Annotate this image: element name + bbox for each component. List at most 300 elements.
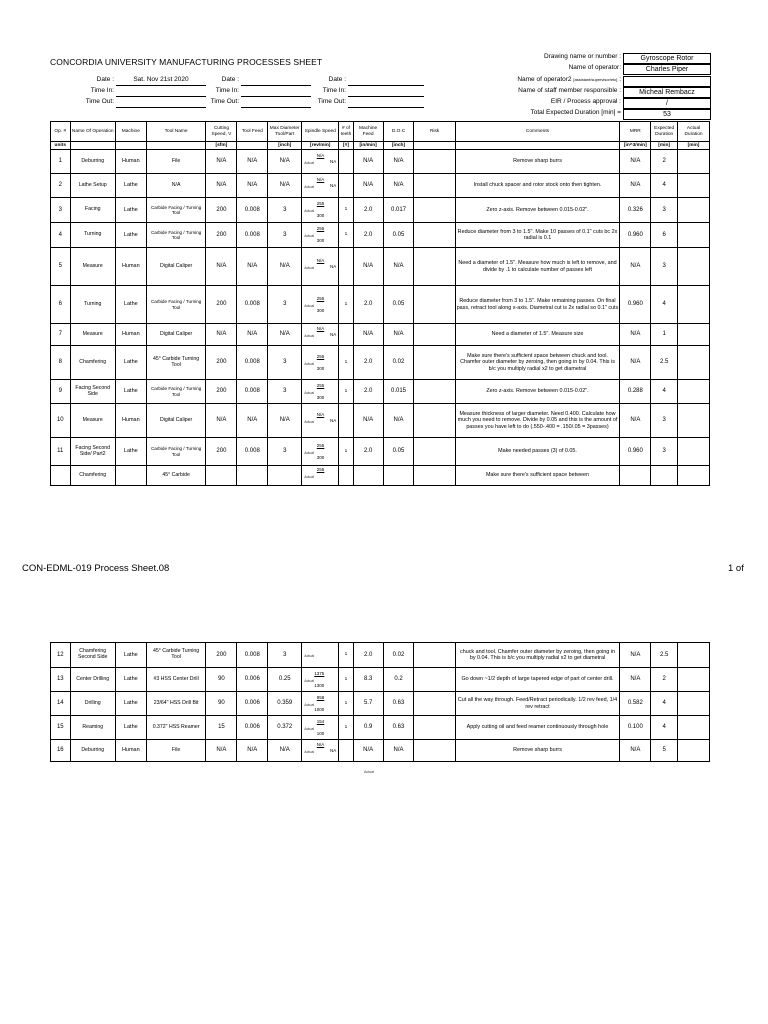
operation-name: Facing Second Side/ Part2 <box>70 438 115 466</box>
spindle-speed-actual: 1000 <box>314 706 325 712</box>
operation-name: Facing <box>70 198 115 223</box>
drawing-field[interactable]: Gyroscope Rotor <box>623 53 711 64</box>
tool-feed: 0.006 <box>237 668 268 692</box>
risk-cell[interactable] <box>414 174 455 198</box>
tool-feed: 0.006 <box>237 716 268 740</box>
expected-duration: 2.5 <box>651 346 678 380</box>
table-row <box>51 438 710 466</box>
expected-duration: 5 <box>651 740 678 762</box>
risk-cell[interactable] <box>414 404 455 438</box>
spindle-speed-actual: 300 <box>316 394 325 400</box>
actual-duration-cell[interactable] <box>678 380 710 404</box>
tool-name: 0.372" HSS Reamer <box>146 716 206 740</box>
spindle-actual-label: Actual <box>304 749 315 754</box>
op-number: 16 <box>51 740 71 762</box>
mrr: N/A <box>620 174 651 198</box>
total-duration-label: Total Expected Duration [min] = <box>530 109 621 116</box>
tool-feed: 0.008 <box>237 346 268 380</box>
teeth-count: 1 <box>339 716 353 740</box>
operation-name: Turning <box>70 223 115 248</box>
spindle-speed-cell[interactable] <box>302 174 339 198</box>
expected-duration <box>651 466 678 486</box>
expected-duration: 2 <box>651 150 678 174</box>
operation-name: Measure <box>70 324 115 346</box>
column-header-depth-of-cut: D.O.C <box>383 122 414 142</box>
op-number: 1 <box>51 150 71 174</box>
spindle-speed-actual: 300 <box>316 307 325 313</box>
tool-name: File <box>146 150 206 174</box>
mrr: N/A <box>620 248 651 286</box>
operation-name: Chamfering Second Side <box>70 643 115 668</box>
spindle-speed-cell[interactable] <box>302 324 339 346</box>
operation-name: Deburring <box>70 740 115 762</box>
spindle-actual-label: Actual <box>304 654 315 658</box>
column-header-operation-name: Name Of Operation <box>70 122 115 142</box>
max-diameter: N/A <box>268 150 302 174</box>
actual-duration-cell[interactable] <box>678 248 710 286</box>
comments: Make needed passes (3) of 0.05. <box>455 438 620 466</box>
comments: Go down ~1/2 depth of large tapered edge of part of center drill. <box>455 668 620 692</box>
machine-feed: 2.0 <box>353 643 383 668</box>
footer-doc-id: CON-EDML-019 Process Sheet.08 <box>22 563 170 574</box>
tool-feed <box>237 466 268 486</box>
mrr: N/A <box>620 324 651 346</box>
expected-duration: 4 <box>651 692 678 716</box>
cutting-speed: N/A <box>206 174 237 198</box>
tool-name: Carbide Facing / Turning Tool <box>146 198 206 223</box>
machine: Lathe <box>115 286 146 324</box>
table-row <box>51 716 710 740</box>
depth-of-cut: N/A <box>383 248 414 286</box>
machine: Human <box>115 740 146 762</box>
spindle-speed-block <box>302 668 338 691</box>
column-header-tool-name: Tool Name <box>146 122 206 142</box>
mrr: N/A <box>620 404 651 438</box>
staff-field[interactable]: Micheal Rembacz <box>623 87 711 98</box>
spindle-speed-block <box>302 438 338 465</box>
machine: Lathe <box>115 438 146 466</box>
drawing-label: Drawing name or number : <box>544 53 621 60</box>
depth-of-cut: 0.63 <box>383 692 414 716</box>
eir-field[interactable]: / <box>623 98 711 109</box>
depth-of-cut: 0.05 <box>383 286 414 324</box>
risk-cell[interactable] <box>414 668 455 692</box>
mrr: 0.326 <box>620 198 651 223</box>
comments: Need a diameter of 1.5". Measure how much is left to remove, and divide by .1 to calculate number of passes left <box>455 248 620 286</box>
expected-duration: 6 <box>651 223 678 248</box>
table-row <box>51 692 710 716</box>
actual-duration-cell[interactable] <box>678 346 710 380</box>
date-label: Date : <box>96 76 114 83</box>
cutting-speed: 200 <box>206 346 237 380</box>
depth-of-cut: 0.017 <box>383 198 414 223</box>
machine: Lathe <box>115 174 146 198</box>
spindle-speed-calc: 255 <box>316 226 325 231</box>
tool-name: 45° Carbide <box>146 466 206 486</box>
tool-feed: N/A <box>237 174 268 198</box>
machine: Lathe <box>115 716 146 740</box>
spindle-speed-block <box>302 404 338 437</box>
unit-machine <box>115 142 146 150</box>
operation-name: Chamfering <box>70 346 115 380</box>
date3-label: Date : <box>328 76 346 83</box>
spindle-actual-label: Actual <box>304 160 315 165</box>
teeth-count <box>339 740 353 762</box>
risk-cell[interactable] <box>414 198 455 223</box>
cutting-speed: N/A <box>206 248 237 286</box>
header-row <box>51 122 710 142</box>
spindle-actual-label: Actual <box>304 303 315 308</box>
op-number <box>51 466 71 486</box>
tool-feed: 0.008 <box>237 643 268 668</box>
cutting-speed: N/A <box>206 740 237 762</box>
spindle-speed-cell[interactable] <box>302 716 339 740</box>
comments: Make sure there's sufficient space between <box>455 466 620 486</box>
machine: Human <box>115 324 146 346</box>
expected-duration: 3 <box>651 404 678 438</box>
comments: Measure thickness of larger diameter. Need 0.400. Calculate how much you need to remove. Divide by 0.05 and this is the amount of passes you have left to do (.550-.400 = .150/.05 = 3passes) <box>455 404 620 438</box>
op-number: 9 <box>51 380 71 404</box>
spindle-speed-block <box>302 346 338 379</box>
operation-name: Facing Second Side <box>70 380 115 404</box>
tool-name: 45° Carbide Turning Tool <box>146 643 206 668</box>
actual-duration-cell[interactable] <box>678 466 710 486</box>
spindle-speed-cell[interactable] <box>302 380 339 404</box>
machine: Lathe <box>115 380 146 404</box>
risk-cell[interactable] <box>414 223 455 248</box>
machine-feed: 2.0 <box>353 198 383 223</box>
machine-feed: N/A <box>353 150 383 174</box>
tool-feed: N/A <box>237 324 268 346</box>
mrr: 0.288 <box>620 380 651 404</box>
tool-feed: N/A <box>237 248 268 286</box>
mrr: N/A <box>620 740 651 762</box>
op-number: 8 <box>51 346 71 380</box>
spindle-actual-label: Actual <box>304 726 315 731</box>
depth-of-cut: N/A <box>383 324 414 346</box>
max-diameter: 3 <box>268 198 302 223</box>
spindle-speed-block <box>302 380 338 403</box>
table-row <box>51 643 710 668</box>
teeth-count: 1 <box>339 346 353 380</box>
machine-feed: 2.0 <box>353 380 383 404</box>
actual-duration-cell[interactable] <box>678 174 710 198</box>
spindle-speed-cell[interactable] <box>302 438 339 466</box>
spindle-actual-label: Actual <box>304 209 315 213</box>
spindle-speed-cell[interactable] <box>302 286 339 324</box>
operation-name: Chamfering <box>70 466 115 486</box>
unit-tool-feed <box>237 142 268 150</box>
table-row <box>51 740 710 762</box>
spindle-speed-block <box>302 740 338 761</box>
risk-cell[interactable] <box>414 248 455 286</box>
risk-cell[interactable] <box>414 380 455 404</box>
expected-duration: 4 <box>651 380 678 404</box>
comments: Install chuck spacer and rotor stock onto then tighten. <box>455 174 620 198</box>
depth-of-cut: 0.02 <box>383 346 414 380</box>
op-number: 7 <box>51 324 71 346</box>
expected-duration: 4 <box>651 286 678 324</box>
risk-cell[interactable] <box>414 692 455 716</box>
table-row <box>51 248 710 286</box>
machine: Human <box>115 248 146 286</box>
cutting-speed: 90 <box>206 692 237 716</box>
spindle-speed-cell[interactable] <box>302 466 339 486</box>
risk-cell[interactable] <box>414 716 455 740</box>
spindle-speed-actual: 100 <box>316 730 325 736</box>
risk-cell[interactable] <box>414 286 455 324</box>
table-row <box>51 198 710 223</box>
cutting-speed: 200 <box>206 286 237 324</box>
depth-of-cut: 0.05 <box>383 223 414 248</box>
actual-duration-cell[interactable] <box>678 692 710 716</box>
column-header-expected-duration: Expected Duration <box>651 122 678 142</box>
machine-feed <box>353 466 383 486</box>
machine: Human <box>115 404 146 438</box>
table-row <box>51 380 710 404</box>
comments: Need a diameter of 1.5". Measure size <box>455 324 620 346</box>
table-row <box>51 324 710 346</box>
tool-feed: 0.008 <box>237 198 268 223</box>
cutting-speed: 200 <box>206 198 237 223</box>
comments: Make sure there's sufficient space between chuck and tool. Chamfer outer diameter by zeroing, then going in by 0.04. This is b/c you multiply radial x2 to get diametral <box>455 346 620 380</box>
op-number: 4 <box>51 223 71 248</box>
tool-name: Digital Caliper <box>146 248 206 286</box>
spindle-na: NA <box>330 331 337 337</box>
cutting-speed: 90 <box>206 668 237 692</box>
operator2-label: Name of operator2 [assistant/supervisor/etc] : <box>517 76 621 83</box>
depth-of-cut: N/A <box>383 404 414 438</box>
max-diameter: 0.359 <box>268 692 302 716</box>
machine: Human <box>115 150 146 174</box>
op-number: 5 <box>51 248 71 286</box>
spindle-speed-cell[interactable] <box>302 248 339 286</box>
time-in2-label: Time In: <box>215 87 239 94</box>
comments: Reduce diameter from 3 to 1.5". Make 10 passes of 0.1" cuts bc 2x radial is 0.1 <box>455 223 620 248</box>
actual-duration-cell[interactable] <box>678 740 710 762</box>
spindle-speed-cell[interactable] <box>302 223 339 248</box>
machine: Lathe <box>115 198 146 223</box>
sheet-title: CONCORDIA UNIVERSITY MANUFACTURING PROCESSES SHEET <box>50 57 323 67</box>
expected-duration: 1 <box>651 324 678 346</box>
spindle-actual-label: Actual <box>304 333 315 338</box>
spindle-na: NA <box>330 417 337 423</box>
mrr: 0.582 <box>620 692 651 716</box>
operation-name: Reaming <box>70 716 115 740</box>
cutting-speed: N/A <box>206 404 237 438</box>
tool-feed: 0.006 <box>237 692 268 716</box>
cutting-speed: 200 <box>206 438 237 466</box>
spindle-speed-cell[interactable] <box>302 404 339 438</box>
max-diameter: N/A <box>268 740 302 762</box>
op-number: 15 <box>51 716 71 740</box>
cutting-speed: N/A <box>206 150 237 174</box>
comments: Apply cutting oil and feed reamer continuously through hole <box>455 716 620 740</box>
spindle-speed-cell[interactable] <box>302 668 339 692</box>
op-number: 10 <box>51 404 71 438</box>
expected-duration: 2 <box>651 668 678 692</box>
risk-cell[interactable] <box>414 324 455 346</box>
spindle-speed-block <box>302 324 338 345</box>
max-diameter: 0.372 <box>268 716 302 740</box>
op-number: 12 <box>51 643 71 668</box>
machine-feed: N/A <box>353 324 383 346</box>
machine-feed: N/A <box>353 174 383 198</box>
expected-duration: 3 <box>651 438 678 466</box>
unit-expected-duration: [min] <box>651 142 678 150</box>
tool-name: #3 HSS Center Drill <box>146 668 206 692</box>
spindle-speed-cell[interactable] <box>302 740 339 762</box>
unit-comments <box>455 142 620 150</box>
actual-duration-cell[interactable] <box>678 668 710 692</box>
spindle-speed-block <box>302 692 338 715</box>
tool-name: 45° Carbide Turning Tool <box>146 346 206 380</box>
mrr: 0.960 <box>620 286 651 324</box>
spindle-speed-block <box>302 716 338 739</box>
teeth-count: 1 <box>339 286 353 324</box>
spindle-speed-calc: N/A <box>316 257 325 263</box>
mrr <box>620 466 651 486</box>
actual-duration-cell[interactable] <box>678 438 710 466</box>
actual-duration-cell[interactable] <box>678 404 710 438</box>
mrr: 0.960 <box>620 438 651 466</box>
spindle-speed-cell[interactable] <box>302 692 339 716</box>
cutting-speed <box>206 466 237 486</box>
spindle-actual-label: Actual <box>304 361 315 366</box>
cutting-speed: N/A <box>206 324 237 346</box>
expected-duration: 4 <box>651 174 678 198</box>
spindle-speed-calc: N/A <box>316 741 325 747</box>
column-header-machine-feed: Machine Feed <box>353 122 383 142</box>
comments: Zero z-axis. Remove between 0.015-0.02". <box>455 380 620 404</box>
operation-name: Deburring <box>70 150 115 174</box>
unit-tool-name <box>146 142 206 150</box>
spindle-speed-calc: 255 <box>316 201 325 206</box>
spindle-speed-calc: 255 <box>316 466 325 472</box>
spindle-speed-block <box>302 248 338 285</box>
trailing-actual-label: Actual <box>364 770 374 774</box>
time-out-label: Time Out: <box>85 98 114 105</box>
machine: Lathe <box>115 692 146 716</box>
teeth-count: 1 <box>339 692 353 716</box>
spindle-actual-label: Actual <box>304 678 315 683</box>
spindle-speed-calc: 255 <box>316 442 325 448</box>
risk-cell[interactable] <box>414 466 455 486</box>
machine-feed: 0.9 <box>353 716 383 740</box>
spindle-actual-label: Actual <box>304 419 315 424</box>
actual-duration-cell[interactable] <box>678 324 710 346</box>
spindle-speed-block <box>302 643 338 667</box>
spindle-speed-block <box>302 466 338 485</box>
comments: Zero z-axis. Remove between 0.015-0.02". <box>455 198 620 223</box>
table-row <box>51 466 710 486</box>
tool-feed: N/A <box>237 740 268 762</box>
spindle-speed-actual: 300 <box>316 238 325 243</box>
risk-cell[interactable] <box>414 740 455 762</box>
spindle-speed-calc: 958 <box>316 694 325 700</box>
teeth-count: 1 <box>339 643 353 668</box>
operator-field[interactable]: Charles Piper <box>623 64 711 75</box>
cutting-speed: 200 <box>206 223 237 248</box>
operation-name: Drilling <box>70 692 115 716</box>
risk-cell[interactable] <box>414 438 455 466</box>
process-table-page2 <box>50 642 710 762</box>
date-value: Sat. Nov 21st 2020 <box>133 76 189 83</box>
unit-risk <box>414 142 455 150</box>
unit-depth-of-cut: [inch] <box>383 142 414 150</box>
spindle-speed-cell[interactable] <box>302 198 339 223</box>
actual-duration-cell[interactable] <box>678 286 710 324</box>
comments: Remove sharp burrs <box>455 740 620 762</box>
max-diameter: 3 <box>268 438 302 466</box>
spindle-speed-cell[interactable] <box>302 643 339 668</box>
op-number: 2 <box>51 174 71 198</box>
spindle-speed-actual: 300 <box>316 454 325 460</box>
spindle-actual-label: Actual <box>304 450 315 455</box>
machine-feed: N/A <box>353 404 383 438</box>
operation-name: Center Drilling <box>70 668 115 692</box>
risk-cell[interactable] <box>414 150 455 174</box>
teeth-count <box>339 466 353 486</box>
actual-duration-cell[interactable] <box>678 198 710 223</box>
spindle-speed-cell[interactable] <box>302 346 339 380</box>
teeth-count <box>339 248 353 286</box>
eir-label: EIR / Process approval : <box>550 98 621 105</box>
machine-feed: N/A <box>353 740 383 762</box>
actual-duration-cell[interactable] <box>678 223 710 248</box>
actual-duration-cell[interactable] <box>678 150 710 174</box>
operator-label: Name of operator: <box>568 64 621 71</box>
spindle-speed-cell[interactable] <box>302 150 339 174</box>
actual-duration-cell[interactable] <box>678 716 710 740</box>
spindle-speed-actual: 300 <box>316 213 325 218</box>
teeth-count <box>339 404 353 438</box>
column-header-risk: Risk <box>414 122 455 142</box>
tool-name: Carbide Facing / Turning Tool <box>146 438 206 466</box>
tool-name: Carbide Facing / Turning Tool <box>146 223 206 248</box>
max-diameter: 3 <box>268 223 302 248</box>
mrr: N/A <box>620 643 651 668</box>
tool-name: Digital Caliper <box>146 324 206 346</box>
machine-feed: 2.0 <box>353 346 383 380</box>
op-number: 6 <box>51 286 71 324</box>
machine-feed: 8.3 <box>353 668 383 692</box>
risk-cell[interactable] <box>414 643 455 668</box>
comments: Reduce diameter from 3 to 1.5". Make remaining passes. On final pass, retract tool along x-axis. Diametral cut is 2x radial so 0.1" cuts <box>455 286 620 324</box>
tool-feed: 0.008 <box>237 380 268 404</box>
unit-op-number: units <box>51 142 71 150</box>
machine: Lathe <box>115 223 146 248</box>
actual-duration-cell[interactable] <box>678 643 710 668</box>
time-in3-label: Time In: <box>322 87 346 94</box>
mrr: N/A <box>620 346 651 380</box>
max-diameter: 3 <box>268 380 302 404</box>
process-table-page1 <box>50 121 710 486</box>
time-in-label: Time In: <box>90 87 114 94</box>
spindle-speed-actual: 1300 <box>314 682 325 688</box>
max-diameter: 0.25 <box>268 668 302 692</box>
operation-name: Lathe Setup <box>70 174 115 198</box>
spindle-speed-calc: N/A <box>316 152 325 158</box>
spindle-actual-label: Actual <box>304 390 315 395</box>
risk-cell[interactable] <box>414 346 455 380</box>
tool-name: Carbide Facing / Turning Tool <box>146 286 206 324</box>
spindle-speed-calc: 255 <box>316 382 325 388</box>
column-header-teeth-count: # of teeth <box>339 122 353 142</box>
spindle-na: NA <box>330 747 337 753</box>
column-header-comments: Comments <box>455 122 620 142</box>
max-diameter <box>268 466 302 486</box>
